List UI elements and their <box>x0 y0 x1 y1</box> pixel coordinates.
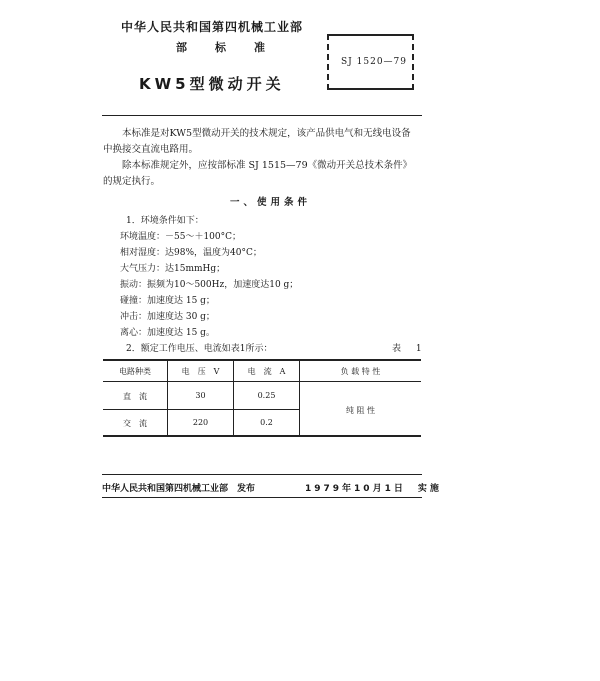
intro-paragraph-2: 除本标准规定外，应按部标准 SJ 1515—79《微动开关总技术条件》的规定执行。 <box>103 160 413 187</box>
table-cell-type: 交 流 <box>123 419 147 428</box>
standard-code: SJ 1520—79 <box>341 57 407 67</box>
table-cell-type: 直 流 <box>123 392 147 401</box>
table-cell-voltage: 30 <box>195 391 206 400</box>
table-header-circuit-type: 电路种类 <box>119 367 151 376</box>
table-cell-current: 0.2 <box>260 418 273 427</box>
footer-rule <box>102 474 422 475</box>
section-heading: 一、使用条件 <box>230 197 312 208</box>
table-cell-load: 纯 阻 性 <box>345 406 376 415</box>
effective-date: 1979年10月1日 实施 <box>305 484 442 494</box>
intro-text <box>103 126 420 190</box>
table-header-current: 电 流 A <box>247 367 286 376</box>
condition-line: 相对湿度：达98%，温度为40°C； <box>120 248 262 258</box>
table-header-voltage: 电 压 V <box>181 367 220 376</box>
table-header-load: 负 载 特 性 <box>340 367 381 376</box>
rating-table <box>103 359 421 437</box>
top-rule <box>102 115 422 116</box>
document-title: KW5型微动开关 <box>139 75 285 93</box>
intro-paragraph-1: 本标准是对KW5型微动开关的技术规定，该产品供电气和无线电设备中换接交直流电路用。 <box>103 128 411 155</box>
condition-line: 环境温度：－55～＋100°C； <box>120 232 242 242</box>
condition-line: 离心：加速度达 15 g。 <box>120 328 215 338</box>
issuing-authority: 中华人民共和国第四机械工业部 发布 <box>102 484 256 494</box>
standard-category: 部标准 <box>176 41 293 54</box>
condition-item-1: 1．环境条件如下： <box>126 216 204 226</box>
ministry-name: 中华人民共和国第四机械工业部 <box>121 20 304 34</box>
condition-line: 大气压力：达15mmHg； <box>120 264 226 274</box>
table-cell-voltage: 220 <box>192 418 209 427</box>
bottom-rule <box>102 497 422 498</box>
condition-line: 碰撞：加速度达 15 g； <box>120 296 215 306</box>
condition-item-2: 2．额定工作电压、电流如表1所示： <box>126 344 273 354</box>
condition-line: 冲击：加速度达 30 g； <box>120 312 215 322</box>
table-label: 表 1 <box>392 344 428 354</box>
condition-line: 振动：振频为10～500Hz，加速度达10 g； <box>120 280 299 290</box>
table-cell-current: 0.25 <box>257 391 276 400</box>
